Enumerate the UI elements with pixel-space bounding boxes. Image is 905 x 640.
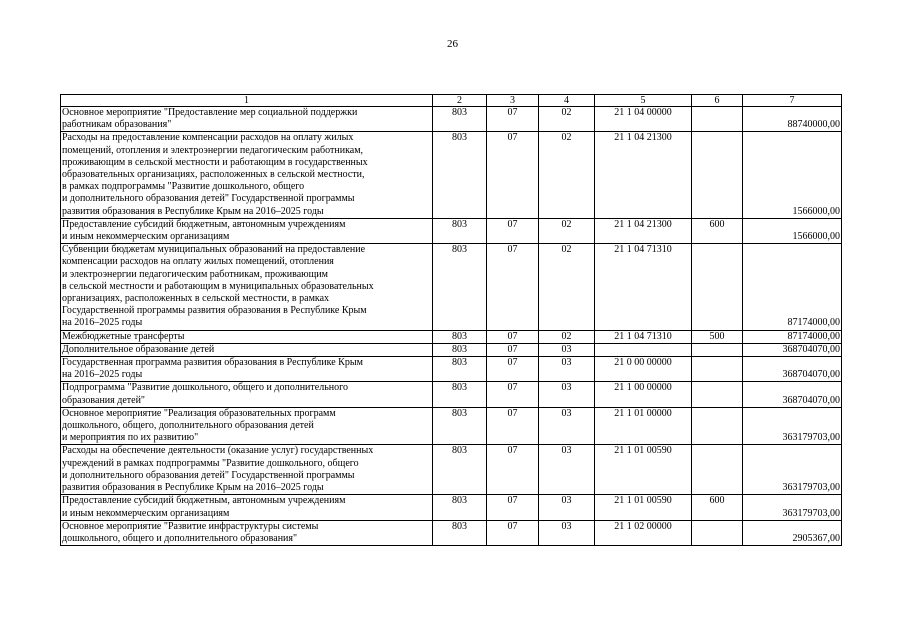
- row-name-line: в рамках подпрограммы "Развитие дошкольного, общего: [62, 181, 305, 193]
- row-c2: 803: [433, 520, 487, 545]
- row-c4: 02: [539, 330, 595, 343]
- row-c2: 803: [433, 107, 487, 132]
- row-c5: [595, 343, 692, 356]
- row-name-line: на 2016–2025 годы: [62, 369, 143, 381]
- row-amount: 1566000,00: [743, 218, 842, 243]
- row-name-line: и электроэнергии педагогическим работникам, проживающим: [62, 268, 328, 280]
- row-name-line: на 2016–2025 годы: [62, 317, 143, 329]
- row-name-line: компенсации расходов на оплату жилых помещений, отопления: [62, 256, 334, 268]
- row-c3: 07: [487, 520, 539, 545]
- header-cell: 5: [595, 95, 692, 107]
- table-row: [61, 357, 842, 382]
- row-c2: 803: [433, 407, 487, 445]
- row-amount: 87174000,00: [743, 330, 842, 343]
- row-c6: [692, 244, 743, 330]
- row-name: [61, 330, 433, 343]
- table-row: [61, 107, 842, 132]
- row-c4: 03: [539, 445, 595, 495]
- table-row: [61, 343, 842, 356]
- table-row: [61, 382, 842, 407]
- row-amount: 368704070,00: [743, 382, 842, 407]
- row-name-line: Государственной программы развития образования в Республике Крым: [62, 305, 367, 317]
- row-c3: 07: [487, 343, 539, 356]
- row-name-line: организациях, расположенных в сельской местности, в рамках: [62, 293, 330, 305]
- row-c3: 07: [487, 407, 539, 445]
- table-row: [61, 132, 842, 218]
- row-c2: 803: [433, 357, 487, 382]
- row-amount: 363179703,00: [743, 407, 842, 445]
- row-name-line: Субвенции бюджетам муниципальных образований на предоставление: [62, 244, 366, 256]
- row-c4: 02: [539, 244, 595, 330]
- table-row: [61, 330, 842, 343]
- row-c6: [692, 357, 743, 382]
- table-row: [61, 218, 842, 243]
- header-cell: 6: [692, 95, 743, 107]
- row-c4: 03: [539, 520, 595, 545]
- row-c6: 600: [692, 218, 743, 243]
- row-c6: [692, 132, 743, 218]
- table-row: [61, 407, 842, 445]
- row-name-line: развития образования в Республике Крым на 2016–2025 годы: [62, 205, 324, 217]
- row-amount: 87174000,00: [743, 244, 842, 330]
- row-name-line: в сельской местности и работающим в муниципальных образовательных: [62, 280, 374, 292]
- row-c6: [692, 445, 743, 495]
- row-c5: 21 1 01 00590: [595, 495, 692, 520]
- row-name-line: Дополнительное образование детей: [62, 343, 215, 355]
- row-c2: 803: [433, 132, 487, 218]
- row-c5: 21 1 04 71310: [595, 244, 692, 330]
- row-name-line: Предоставление субсидий бюджетным, автономным учреждениям: [62, 218, 346, 230]
- row-c5: 21 1 04 71310: [595, 330, 692, 343]
- row-c3: 07: [487, 382, 539, 407]
- row-c5: 21 0 00 00000: [595, 357, 692, 382]
- row-amount: 363179703,00: [743, 495, 842, 520]
- header-cell: 3: [487, 95, 539, 107]
- row-c6: 600: [692, 495, 743, 520]
- table-row: [61, 445, 842, 495]
- header-cell: 2: [433, 95, 487, 107]
- row-c3: 07: [487, 132, 539, 218]
- row-name: [61, 520, 433, 545]
- row-c2: 803: [433, 343, 487, 356]
- row-c2: 803: [433, 218, 487, 243]
- row-c3: 07: [487, 495, 539, 520]
- row-c5: 21 1 00 00000: [595, 382, 692, 407]
- table-row: [61, 244, 842, 330]
- row-name: [61, 495, 433, 520]
- row-c2: 803: [433, 244, 487, 330]
- header-row: [61, 95, 842, 107]
- row-name-line: Расходы на предоставление компенсации расходов на оплату жилых: [62, 132, 354, 144]
- header-cell: 1: [61, 95, 433, 107]
- row-c5: 21 1 01 00590: [595, 445, 692, 495]
- row-c4: 03: [539, 343, 595, 356]
- row-c4: 02: [539, 218, 595, 243]
- row-c3: 07: [487, 330, 539, 343]
- row-name-line: Основное мероприятие "Предоставление мер социальной поддержки: [62, 107, 358, 118]
- row-name-line: Государственная программа развития образования в Республике Крым: [62, 357, 363, 369]
- row-amount: 88740000,00: [743, 107, 842, 132]
- row-name: [61, 407, 433, 445]
- row-c3: 07: [487, 218, 539, 243]
- row-c3: 07: [487, 244, 539, 330]
- row-name-line: дошкольного, общего, дополнительного образования детей: [62, 420, 314, 432]
- row-name-line: Основное мероприятие "Развитие инфраструктуры системы: [62, 520, 319, 532]
- row-name-line: образования детей": [62, 394, 146, 406]
- row-name-line: Расходы на обеспечение деятельности (оказание услуг) государственных: [62, 445, 374, 457]
- row-c4: 02: [539, 107, 595, 132]
- row-name-line: работникам образования": [62, 119, 172, 131]
- row-c5: 21 1 01 00000: [595, 407, 692, 445]
- row-name-line: и мероприятия по их развитию": [62, 432, 199, 444]
- row-c4: 03: [539, 357, 595, 382]
- row-name-line: образовательных организациях, расположенных в сельской местности,: [62, 169, 365, 181]
- row-name-line: проживающим в сельской местности и работающим в государственных: [62, 156, 368, 168]
- row-c2: 803: [433, 445, 487, 495]
- row-c6: 500: [692, 330, 743, 343]
- row-c4: 03: [539, 407, 595, 445]
- table-row: [61, 520, 842, 545]
- page-number: 26: [447, 38, 458, 50]
- row-amount: 1566000,00: [743, 132, 842, 218]
- row-c6: [692, 407, 743, 445]
- row-c6: [692, 382, 743, 407]
- row-amount: 2905367,00: [743, 520, 842, 545]
- row-name: [61, 382, 433, 407]
- row-name-line: Предоставление субсидий бюджетным, автономным учреждениям: [62, 495, 346, 507]
- row-name: [61, 357, 433, 382]
- row-name: [61, 445, 433, 495]
- row-name: [61, 107, 433, 132]
- row-name-line: помещений, отопления и электроэнергии педагогическим работникам,: [62, 144, 364, 156]
- row-amount: 363179703,00: [743, 445, 842, 495]
- row-c6: [692, 520, 743, 545]
- row-c3: 07: [487, 107, 539, 132]
- row-c5: 21 1 04 00000: [595, 107, 692, 132]
- row-c4: 03: [539, 382, 595, 407]
- row-c2: 803: [433, 382, 487, 407]
- row-name-line: и дополнительного образования детей" Государственной программы: [62, 469, 355, 481]
- row-name: [61, 343, 433, 356]
- row-name-line: и дополнительного образования детей" Государственной программы: [62, 193, 355, 205]
- table-row: [61, 495, 842, 520]
- row-c6: [692, 107, 743, 132]
- row-c4: 03: [539, 495, 595, 520]
- row-name-line: дошкольного, общего и дополнительного образования": [62, 532, 298, 544]
- row-c6: [692, 343, 743, 356]
- row-name-line: и иным некоммерческим организациям: [62, 231, 230, 243]
- row-name: [61, 244, 433, 330]
- row-c3: 07: [487, 357, 539, 382]
- row-c3: 07: [487, 445, 539, 495]
- row-amount: 368704070,00: [743, 357, 842, 382]
- row-c5: 21 1 04 21300: [595, 132, 692, 218]
- row-name: [61, 132, 433, 218]
- row-name-line: и иным некоммерческим организациям: [62, 507, 230, 519]
- row-c2: 803: [433, 330, 487, 343]
- row-c5: 21 1 04 21300: [595, 218, 692, 243]
- row-name-line: Подпрограмма "Развитие дошкольного, общего и дополнительного: [62, 382, 348, 394]
- row-name-line: Основное мероприятие "Реализация образовательных программ: [62, 407, 336, 419]
- row-c5: 21 1 02 00000: [595, 520, 692, 545]
- row-name: [61, 218, 433, 243]
- budget-table: [60, 94, 842, 546]
- row-name-line: Межбюджетные трансферты: [62, 330, 185, 342]
- header-cell: 4: [539, 95, 595, 107]
- header-cell: 7: [743, 95, 842, 107]
- row-c2: 803: [433, 495, 487, 520]
- row-name-line: развития образования в Республике Крым на 2016–2025 годы: [62, 482, 324, 494]
- row-name-line: учреждений в рамках подпрограммы "Развитие дошкольного, общего: [62, 457, 359, 469]
- row-amount: 368704070,00: [743, 343, 842, 356]
- row-c4: 02: [539, 132, 595, 218]
